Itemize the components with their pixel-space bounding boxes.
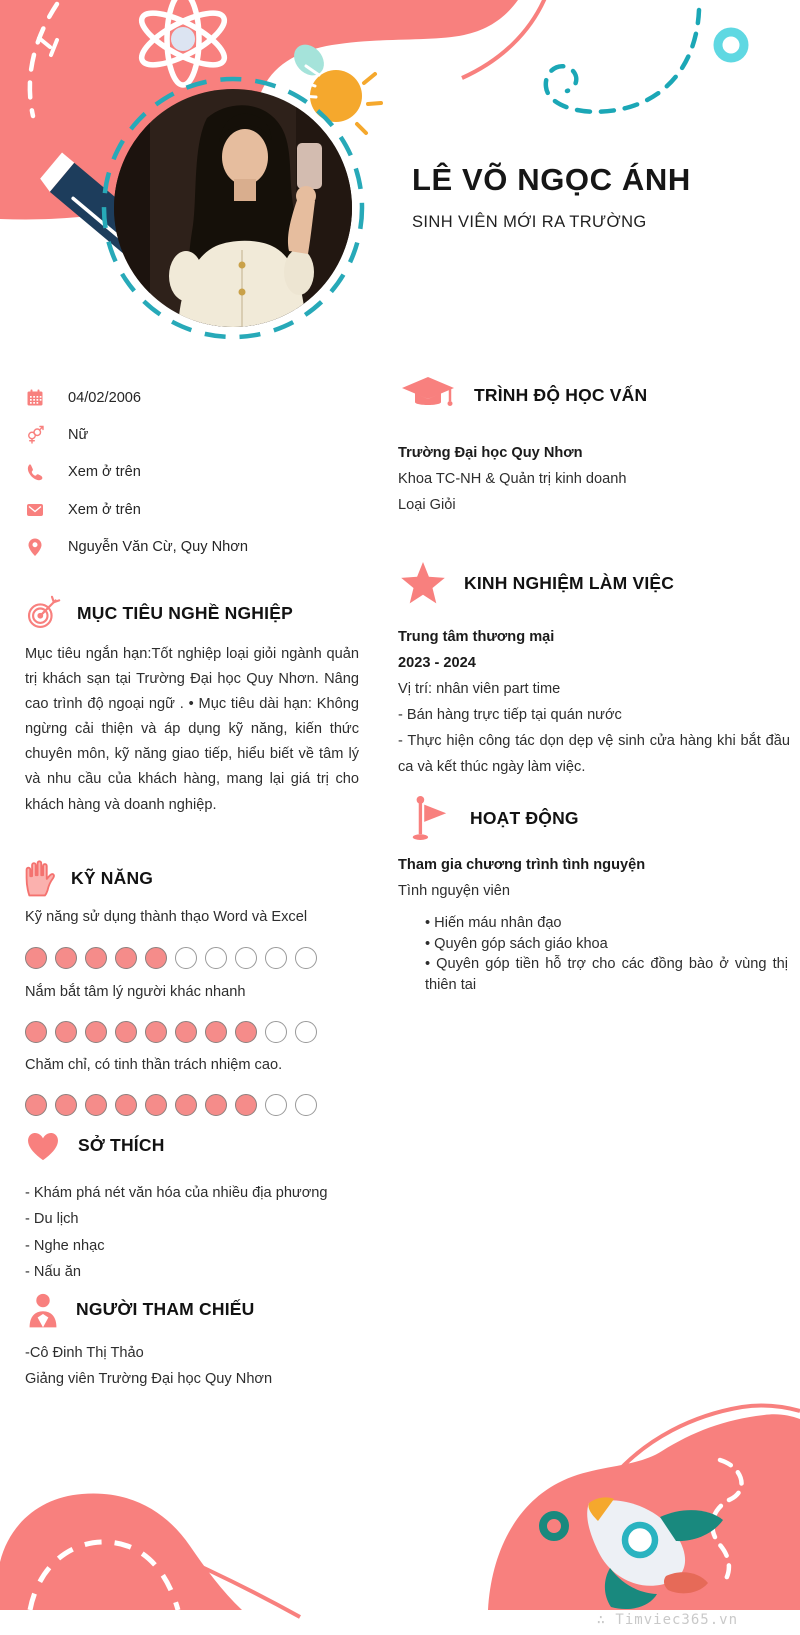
flag-icon — [408, 793, 450, 843]
skill-dot — [205, 947, 227, 969]
activities-block — [398, 852, 790, 995]
person-icon — [26, 1291, 60, 1328]
skill-dot — [295, 947, 317, 969]
gender-value: Nữ — [68, 427, 89, 444]
education-faculty: Khoa TC-NH & Quản trị kinh doanh — [398, 471, 627, 487]
coral-blob-bottom-left — [0, 1494, 242, 1610]
section-title: KINH NGHIỆM LÀM VIỆC — [464, 572, 675, 593]
graduation-cap-icon — [400, 375, 456, 415]
section-title: TRÌNH ĐỘ HỌC VẤN — [474, 384, 648, 405]
hand-icon — [22, 858, 55, 898]
email-value: Xem ở trên — [68, 501, 141, 518]
experience-company: Trung tâm thương mại — [398, 629, 555, 645]
section-header-skills — [22, 858, 153, 898]
hobby-item: - Khám phá nét văn hóa của nhiều địa phương — [25, 1185, 328, 1201]
activity-bullet: • Quyên góp sách giáo khoa — [425, 935, 608, 952]
bottom-decoration — [0, 1370, 800, 1635]
section-title: KỸ NĂNG — [71, 867, 154, 888]
section-title: MỤC TIÊU NGHỀ NGHIỆP — [77, 602, 293, 623]
footer-brand: ∴ Timviec365.vn — [596, 1612, 738, 1628]
section-header-objective — [25, 595, 293, 631]
skill-dot — [85, 1021, 107, 1043]
skill-dot — [145, 1021, 167, 1043]
hobby-item: - Nghe nhạc — [25, 1237, 105, 1254]
info-row-phone — [25, 454, 365, 491]
skill-label: Nắm bắt tâm lý người khác nhanh — [25, 984, 246, 1000]
objective-text: Mục tiêu ngắn hạn:Tốt nghiệp loại giỏi ngành quản trị khách sạn tại Trường Đại học Quy Nhơn. Nâng cao trình độ ngoại ngữ . • Mục tiêu dài hạn: Không ngừng cải thiện và áp dụng kỹ năng, kiến thức chuyên môn, kỹ năng giao tiếp, hiểu biết về tâm lý và nhu cầu của khách hàng, mang lại giá trị cho khách hàng và doanh nghiệp. — [25, 646, 359, 813]
skill-dot — [295, 1021, 317, 1043]
section-header-hobbies — [24, 1128, 165, 1162]
info-row-email — [25, 491, 365, 528]
skill-dot — [205, 1094, 227, 1116]
experience-detail: - Thực hiện công tác dọn dẹp vệ sinh cửa hàng khi bắt đầu ca và kết thúc ngày làm việc. — [398, 733, 790, 775]
skill-dot — [175, 947, 197, 969]
skill-dot — [265, 1094, 287, 1116]
education-school: Trường Đại học Quy Nhơn — [398, 445, 583, 461]
activity-bullet: • Quyên góp tiền hỗ trợ cho các đồng bào ở vùng thị thiên tai — [425, 956, 788, 993]
section-header-education — [400, 375, 647, 415]
experience-details — [398, 702, 790, 780]
skill-dots-row — [25, 1094, 317, 1116]
section-header-experience — [400, 561, 674, 605]
skill-dot — [55, 947, 77, 969]
skill-dot — [145, 947, 167, 969]
activities-program: Tham gia chương trình tình nguyện — [398, 857, 646, 873]
skill-dot — [25, 1094, 47, 1116]
activities-role: Tình nguyện viên — [398, 883, 510, 899]
birthdate-value: 04/02/2006 — [68, 389, 142, 406]
phone-icon — [25, 462, 45, 482]
name-block — [412, 160, 691, 232]
skill-dot — [295, 1094, 317, 1116]
skill-label: Chăm chỉ, có tinh thần trách nhiệm cao. — [25, 1057, 283, 1073]
star-icon — [400, 561, 446, 605]
candidate-subtitle: SINH VIÊN MỚI RA TRƯỜNG — [412, 213, 647, 231]
skill-dot — [85, 947, 107, 969]
skill-dot — [85, 1094, 107, 1116]
info-row-gender — [25, 416, 365, 453]
location-icon — [25, 537, 45, 557]
skill-dot — [115, 1094, 137, 1116]
section-title: NGƯỜI THAM CHIẾU — [76, 1299, 255, 1319]
profile-photo — [104, 79, 362, 337]
skill-dot — [115, 1021, 137, 1043]
info-row-address — [25, 529, 365, 566]
cyan-donut — [718, 32, 744, 58]
skill-dot — [175, 1021, 197, 1043]
info-row-birthdate — [25, 379, 365, 416]
education-grade: Loại Giỏi — [398, 497, 456, 513]
skill-label: Kỹ năng sử dụng thành thạo Word và Excel — [25, 909, 308, 925]
skill-dot — [235, 1021, 257, 1043]
skill-dot — [25, 947, 47, 969]
section-title: SỞ THÍCH — [78, 1134, 165, 1155]
skill-dot — [145, 1094, 167, 1116]
experience-detail: - Bán hàng trực tiếp tại quán nước — [398, 707, 622, 723]
hobby-item: - Nấu ăn — [25, 1263, 81, 1280]
experience-block — [398, 624, 790, 780]
activity-bullet: • Hiến máu nhân đạo — [425, 915, 562, 931]
skill-dot — [235, 947, 257, 969]
education-block — [398, 440, 790, 518]
skill-dots-row — [25, 947, 317, 969]
experience-period: 2023 - 2024 — [398, 655, 476, 671]
phone-value: Xem ở trên — [68, 464, 141, 481]
target-icon — [25, 595, 61, 631]
hobby-item: - Du lịch — [25, 1211, 79, 1228]
heart-icon — [24, 1128, 62, 1162]
calendar-icon — [25, 388, 45, 408]
skill-dot — [175, 1094, 197, 1116]
skill-dot — [235, 1094, 257, 1116]
skill-dot — [55, 1021, 77, 1043]
reference-line: -Cô Đinh Thị Thảo — [25, 1345, 144, 1361]
skill-dots-row — [25, 1021, 317, 1043]
skill-dot — [265, 947, 287, 969]
personal-info-list — [25, 379, 365, 566]
skill-dot — [205, 1021, 227, 1043]
teal-dashed-swoosh — [546, 10, 699, 112]
section-title: HOẠT ĐỘNG — [470, 807, 579, 828]
skill-dot — [115, 947, 137, 969]
email-icon — [25, 500, 45, 520]
experience-position: Vị trí: nhân viên part time — [398, 681, 561, 697]
gender-icon — [25, 425, 45, 445]
skill-dot — [265, 1021, 287, 1043]
candidate-name: LÊ VÕ NGỌC ÁNH — [412, 162, 691, 197]
skill-dot — [25, 1021, 47, 1043]
reference-line: Giảng viên Trường Đại học Quy Nhơn — [25, 1371, 273, 1387]
skill-dot — [55, 1094, 77, 1116]
hobby-list — [25, 1180, 359, 1285]
address-value: Nguyễn Văn Cừ, Quy Nhơn — [68, 539, 248, 556]
section-header-reference — [26, 1291, 254, 1328]
activities-bullets — [398, 913, 788, 995]
section-header-activities — [408, 793, 579, 843]
